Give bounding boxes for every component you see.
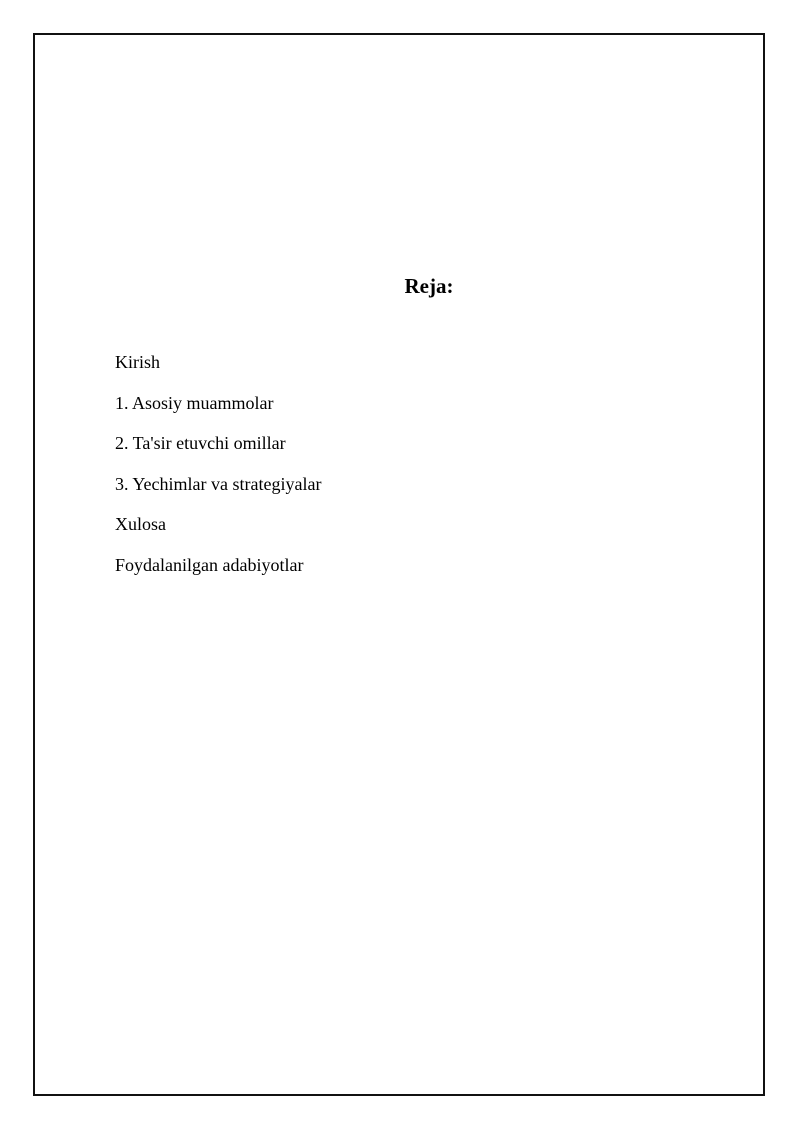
- toc-item-main-problems: 1. Asosiy muammolar: [115, 392, 274, 413]
- table-of-contents: [115, 350, 321, 593]
- toc-item-conclusion: Xulosa: [115, 514, 166, 534]
- toc-item-solutions-strategies: 3. Yechimlar va strategiyalar: [115, 473, 322, 494]
- page-title: Reja:: [404, 274, 454, 298]
- toc-item-introduction: Kirish: [115, 352, 160, 372]
- toc-item-influencing-factors: 2. Ta'sir etuvchi omillar: [115, 433, 286, 453]
- toc-item-references: Foydalanilgan adabiyotlar: [115, 554, 304, 575]
